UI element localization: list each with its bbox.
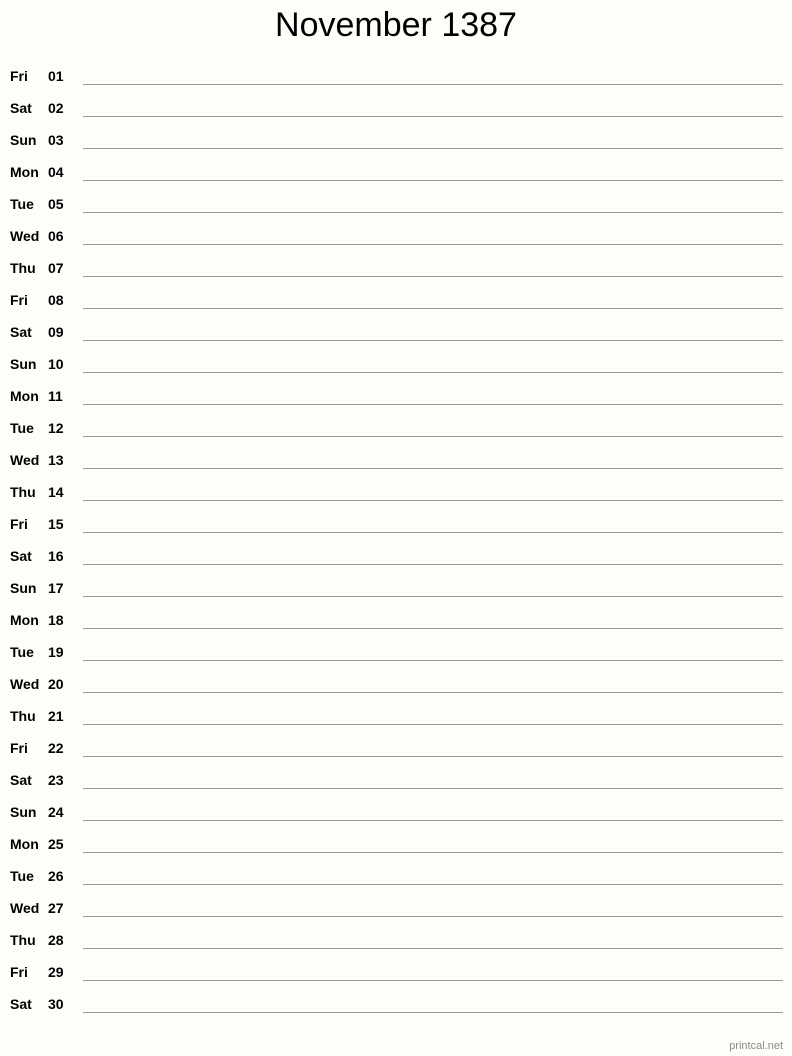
day-number-label: 02 bbox=[48, 100, 64, 116]
day-row bbox=[0, 764, 792, 796]
day-number-label: 28 bbox=[48, 932, 64, 948]
note-line bbox=[83, 212, 783, 213]
day-rows bbox=[0, 60, 792, 1020]
day-row bbox=[0, 444, 792, 476]
note-line bbox=[83, 596, 783, 597]
day-row bbox=[0, 380, 792, 412]
day-name-label: Mon bbox=[10, 836, 39, 852]
day-row bbox=[0, 860, 792, 892]
footer-site-label: printcal.net bbox=[729, 1040, 783, 1052]
day-row bbox=[0, 508, 792, 540]
note-line bbox=[83, 980, 783, 981]
day-row bbox=[0, 60, 792, 92]
day-name-label: Mon bbox=[10, 612, 39, 628]
day-name-label: Wed bbox=[10, 676, 40, 692]
day-number-label: 01 bbox=[48, 68, 64, 84]
day-row bbox=[0, 636, 792, 668]
day-number-label: 08 bbox=[48, 292, 64, 308]
day-row bbox=[0, 988, 792, 1020]
note-line bbox=[83, 84, 783, 85]
note-line bbox=[83, 756, 783, 757]
day-number-label: 07 bbox=[48, 260, 64, 276]
note-line bbox=[83, 308, 783, 309]
day-row bbox=[0, 572, 792, 604]
day-name-label: Wed bbox=[10, 452, 40, 468]
day-row bbox=[0, 188, 792, 220]
day-row bbox=[0, 348, 792, 380]
day-name-label: Sat bbox=[10, 100, 32, 116]
note-line bbox=[83, 468, 783, 469]
note-line bbox=[83, 180, 783, 181]
day-row bbox=[0, 92, 792, 124]
note-line bbox=[83, 340, 783, 341]
day-row bbox=[0, 412, 792, 444]
note-line bbox=[83, 372, 783, 373]
calendar-title: November 1387 bbox=[275, 6, 517, 44]
day-name-label: Fri bbox=[10, 964, 28, 980]
day-name-label: Sun bbox=[10, 132, 37, 148]
note-line bbox=[83, 244, 783, 245]
day-name-label: Mon bbox=[10, 388, 39, 404]
note-line bbox=[83, 1012, 783, 1013]
day-number-label: 09 bbox=[48, 324, 64, 340]
note-line bbox=[83, 116, 783, 117]
day-number-label: 15 bbox=[48, 516, 64, 532]
day-number-label: 22 bbox=[48, 740, 64, 756]
note-line bbox=[83, 628, 783, 629]
day-number-label: 23 bbox=[48, 772, 64, 788]
day-number-label: 20 bbox=[48, 676, 64, 692]
note-line bbox=[83, 500, 783, 501]
day-name-label: Sun bbox=[10, 356, 37, 372]
day-number-label: 05 bbox=[48, 196, 64, 212]
day-name-label: Sat bbox=[10, 996, 32, 1012]
day-row bbox=[0, 956, 792, 988]
note-line bbox=[83, 404, 783, 405]
day-number-label: 18 bbox=[48, 612, 64, 628]
day-name-label: Thu bbox=[10, 484, 36, 500]
day-number-label: 17 bbox=[48, 580, 64, 596]
day-number-label: 04 bbox=[48, 164, 64, 180]
day-row bbox=[0, 220, 792, 252]
day-name-label: Sun bbox=[10, 580, 37, 596]
note-line bbox=[83, 884, 783, 885]
day-name-label: Wed bbox=[10, 900, 40, 916]
note-line bbox=[83, 564, 783, 565]
note-line bbox=[83, 948, 783, 949]
day-number-label: 03 bbox=[48, 132, 64, 148]
day-name-label: Fri bbox=[10, 68, 28, 84]
note-line bbox=[83, 820, 783, 821]
day-number-label: 26 bbox=[48, 868, 64, 884]
note-line bbox=[83, 532, 783, 533]
day-row bbox=[0, 252, 792, 284]
day-name-label: Tue bbox=[10, 196, 34, 212]
day-row bbox=[0, 156, 792, 188]
day-name-label: Thu bbox=[10, 260, 36, 276]
day-row bbox=[0, 924, 792, 956]
day-number-label: 10 bbox=[48, 356, 64, 372]
day-number-label: 30 bbox=[48, 996, 64, 1012]
day-number-label: 12 bbox=[48, 420, 64, 436]
day-row bbox=[0, 796, 792, 828]
day-name-label: Sat bbox=[10, 548, 32, 564]
day-row bbox=[0, 476, 792, 508]
note-line bbox=[83, 436, 783, 437]
day-number-label: 21 bbox=[48, 708, 64, 724]
note-line bbox=[83, 148, 783, 149]
day-name-label: Mon bbox=[10, 164, 39, 180]
day-row bbox=[0, 540, 792, 572]
note-line bbox=[83, 852, 783, 853]
day-row bbox=[0, 732, 792, 764]
day-name-label: Sat bbox=[10, 324, 32, 340]
day-number-label: 11 bbox=[48, 388, 63, 404]
day-name-label: Thu bbox=[10, 932, 36, 948]
day-number-label: 24 bbox=[48, 804, 64, 820]
day-name-label: Sat bbox=[10, 772, 32, 788]
day-number-label: 16 bbox=[48, 548, 64, 564]
day-name-label: Fri bbox=[10, 292, 28, 308]
day-row bbox=[0, 700, 792, 732]
day-name-label: Tue bbox=[10, 420, 34, 436]
day-number-label: 14 bbox=[48, 484, 64, 500]
day-name-label: Thu bbox=[10, 708, 36, 724]
note-line bbox=[83, 692, 783, 693]
day-name-label: Sun bbox=[10, 804, 37, 820]
day-number-label: 13 bbox=[48, 452, 64, 468]
note-line bbox=[83, 276, 783, 277]
day-name-label: Tue bbox=[10, 868, 34, 884]
day-name-label: Fri bbox=[10, 740, 28, 756]
day-number-label: 25 bbox=[48, 836, 64, 852]
day-name-label: Tue bbox=[10, 644, 34, 660]
day-row bbox=[0, 668, 792, 700]
day-row bbox=[0, 284, 792, 316]
day-row bbox=[0, 828, 792, 860]
day-row bbox=[0, 316, 792, 348]
day-number-label: 27 bbox=[48, 900, 64, 916]
day-row bbox=[0, 124, 792, 156]
day-number-label: 29 bbox=[48, 964, 64, 980]
note-line bbox=[83, 916, 783, 917]
note-line bbox=[83, 660, 783, 661]
day-number-label: 19 bbox=[48, 644, 64, 660]
note-line bbox=[83, 788, 783, 789]
day-row bbox=[0, 604, 792, 636]
day-name-label: Wed bbox=[10, 228, 40, 244]
day-number-label: 06 bbox=[48, 228, 64, 244]
day-name-label: Fri bbox=[10, 516, 28, 532]
day-row bbox=[0, 892, 792, 924]
note-line bbox=[83, 724, 783, 725]
